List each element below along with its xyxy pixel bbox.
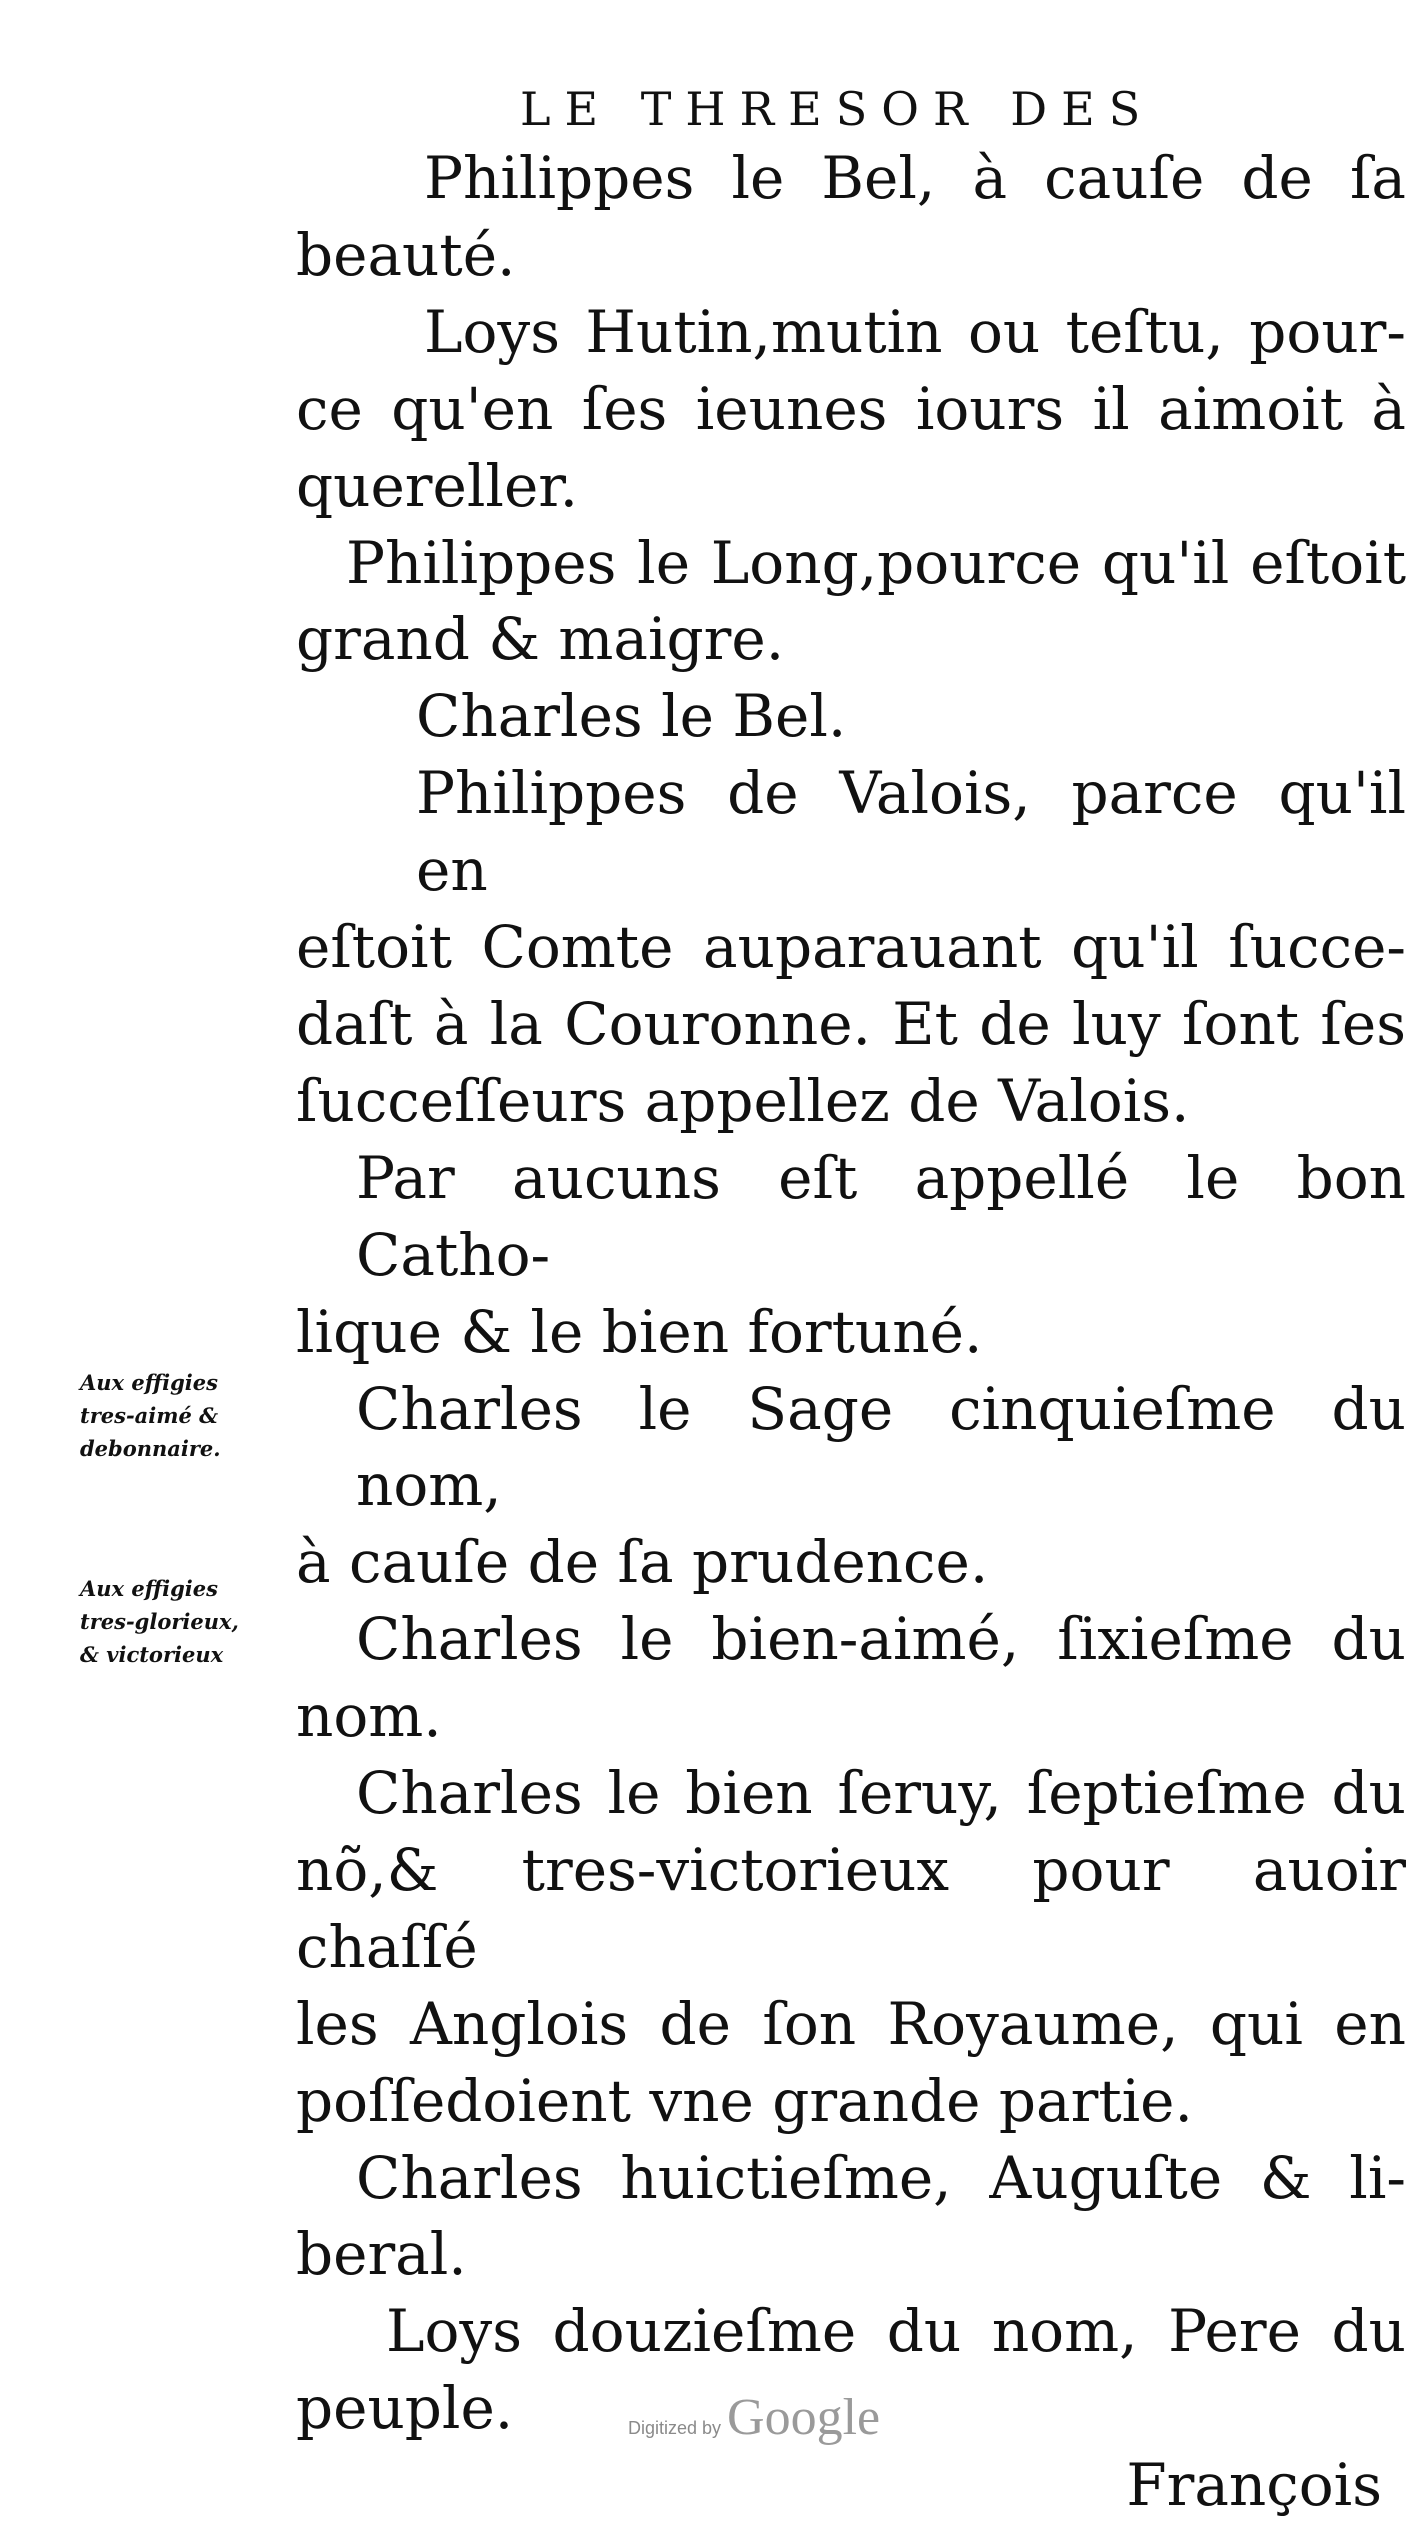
margin-note [80,1366,300,1465]
google-logo: Google [727,2389,881,2446]
text-line: Loys Hutin,mutin ou teſtu, pour- [424,297,1406,366]
text-line: peuple. [296,2374,514,2443]
text-line: beral. [296,2220,467,2289]
text-line: lique & le bien fortuné. [296,1297,983,1366]
text-line: nõ,& tres-victorieux pour auoir chaſſé [296,1835,1406,1981]
digitized-footer [628,2388,880,2447]
text-line: quereller. [296,451,579,520]
text-line: à cauſe de ſa prudence. [296,1528,989,1597]
text-line: Philippes le Bel, à cauſe de ſa [424,144,1406,212]
margin-note-line: & victorieux [80,1642,224,1667]
margin-note-line: Aux effigies [80,1370,218,1395]
margin-note-line: Aux effigies [80,1576,218,1601]
text-line: Charles huictieſme, Auguſte & li- [356,2143,1406,2212]
margin-note-line: tres-aimé & [80,1403,219,1428]
text-line: Philippes de Valois, parce qu'il en [416,759,1406,905]
text-line: Loys douzieſme du nom, Pere du [386,2297,1406,2366]
catchword: François [1126,2451,1382,2520]
margin-note-line: debonnaire. [80,1436,221,1461]
text-line: Charles le Sage cinquieſme du nom, [356,1374,1406,1520]
text-line: poſſedoient vne grande partie. [296,2066,1193,2135]
text-line: Philippes le Long,pource qu'il eſtoit [346,528,1406,597]
text-line: nom. [296,1682,442,1751]
text-line: ſucceſſeurs appellez de Valois. [296,1066,1190,1135]
text-line: Charles le bien ſeruy, ſeptieſme du [356,1759,1406,1828]
text-line: Charles le bien-aimé, ſixieſme du [356,1605,1406,1674]
text-line: les Anglois de ſon Royaume, qui en [296,1989,1406,2058]
text-line: eſtoit Comte auparauant qu'il ſucce- [296,913,1406,982]
digitized-by-label: Digitized by [628,2418,722,2438]
margin-note [80,1572,300,1671]
text-line: daſt à la Couronne. Et de luy ſont ſes [296,989,1406,1058]
running-head: LE THRESOR DES [520,82,1155,136]
text-line: ce qu'en ſes ieunes iours il aimoit à [296,374,1406,443]
text-line: beauté. [296,220,516,289]
body-text [296,140,1406,2524]
margin-note-line: tres-glorieux, [80,1609,239,1634]
text-line: grand & maigre. [296,605,785,674]
text-line: Charles le Bel. [416,682,847,751]
text-line: Par aucuns eſt appellé le bon Catho- [356,1143,1406,1289]
